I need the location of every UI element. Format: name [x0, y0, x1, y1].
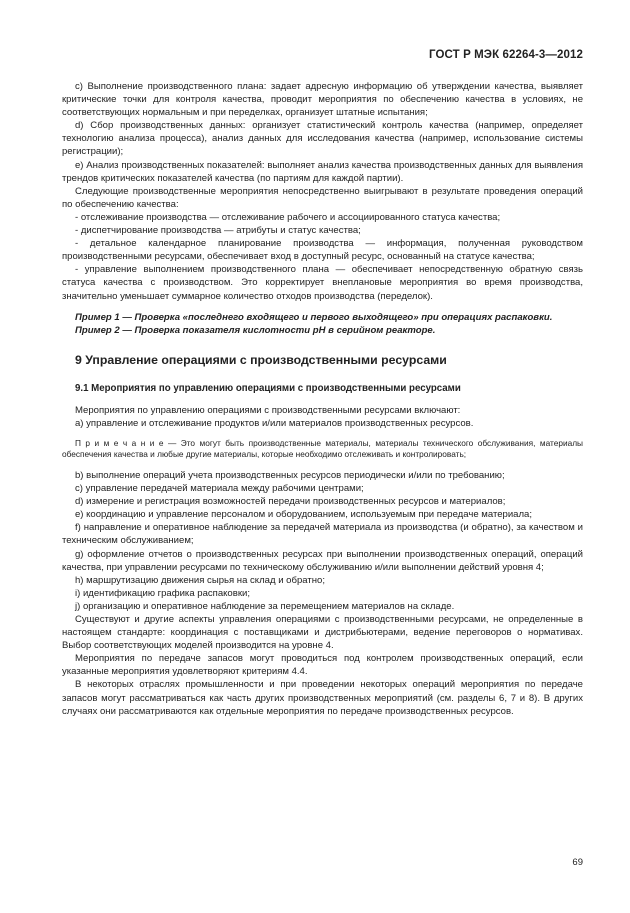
document-header: ГОСТ Р МЭК 62264-3—2012 — [429, 49, 583, 61]
content — [62, 80, 583, 718]
note — [62, 438, 583, 461]
paragraph: Мероприятия по управлению операциями с производственными ресурсами включают: — [75, 404, 461, 416]
list-item: - управление выполнением производственного плана — обеспечивает непосредственную обратную связь статуса качества с производством. Это корректирует внеплановые мероприятия во время производства, значительно уменьшает суммарное количество отходов производства (переделок). — [62, 264, 583, 302]
section-title: 9 Управление операциями с производственными ресурсами — [75, 352, 447, 367]
list-item: d) измерение и регистрация возможностей передачи производственных ресурсов и материалов; — [75, 496, 506, 508]
page-number: 69 — [572, 857, 583, 868]
list-item: h) маршрутизацию движения сырья на склад и обратно; — [75, 574, 325, 586]
list-item: a) управление и отслеживание продуктов и/или материалов производственных ресурсов. — [75, 417, 474, 429]
paragraph: Существуют и другие аспекты управления операциями с производственными ресурсами, не определенные в настоящем стандарте: координация с поставщиками и дистрибьютерами, ведение переговоров о нормативах. Выбор соответствующих моделей производится на уровне 4. — [62, 614, 583, 652]
paragraph: Следующие производственные мероприятия непосредственно выигрывают в результате проведения операций по обеспечению качества: — [62, 185, 583, 210]
note-label: П р и м е ч а н и е — [75, 437, 164, 448]
list-item: f) направление и оперативное наблюдение за передачей материала из производства (и обратно), за качеством и техническим обслуживанием; — [62, 522, 583, 547]
list-item: - детальное календарное планирование производства — информация, полученная руководством производственными ресурсами, обеспечивает вход в доступный ресурс, основанный на статусе качества; — [62, 238, 583, 263]
list-item: g) оформление отчетов о производственных ресурсах при выполнении производственных операций, операций качества, при управлении ресурсами по техническому обслуживанию и/или выполнении действий уровня 4; — [62, 548, 583, 573]
list-item: - отслеживание производства — отслеживание рабочего и ассоциированного статуса качества; — [75, 211, 501, 223]
example-2: Пример 2 — Проверка показателя кислотности pH в серийном реакторе. — [75, 324, 436, 336]
paragraph: Мероприятия по передаче запасов могут проводиться под контролем производственных операций, если указанные мероприятия удовлетворяют критериям 4.4. — [62, 653, 583, 678]
list-item: b) выполнение операций учета производственных ресурсов периодически и/или по требованию; — [75, 469, 505, 481]
list-item: - диспетчирование производства — атрибуты и статус качества; — [75, 225, 361, 237]
paragraph: В некоторых отраслях промышленности и при проведении некоторых операций мероприятия по передаче запасов могут рассматриваться как часть других производственных мероприятий (см. разделы 6, 7 и 8). В других случаях они рассматриваются как отдельные мероприятия по передаче производственных ресурсов. — [62, 679, 583, 717]
paragraph: d) Сбор производственных данных: организует статистический контроль качества (например, определяет технологию анализа процесса), анализ данных для исследования качества (например, использование системы регистрации); — [62, 120, 583, 158]
example-1: Пример 1 — Проверка «последнего входящего и первого выходящего» при операциях распаковки. — [75, 311, 553, 323]
list-item: e) координацию и управление персоналом и оборудованием, используемым при передаче материала; — [75, 509, 533, 521]
paragraph: c) Выполнение производственного плана: задает адресную информацию об утверждении качества, выявляет критические точки для контроля качества, проводит мероприятия по обеспечению качества в условиях, не соответствующих нормальным и при переделках, организует штатные испытания; — [62, 81, 583, 119]
list-item: j) организацию и оперативное наблюдение за перемещением материалов на складе. — [75, 600, 455, 612]
paragraph: e) Анализ производственных показателей: выполняет анализ качества производственных данных для выявления трендов критических показателей качества (по партиям для каждой партии). — [62, 159, 583, 184]
note-text: — Это могут быть производственные материалы, материалы технического обслуживания, материалы обеспечения качества и любые другие материалы, которые необходимо отслеживать и контролировать; — [62, 437, 583, 460]
subsection-title: 9.1 Мероприятия по управлению операциями с производственными ресурсами — [75, 382, 461, 394]
list-item: i) идентификацию графика распаковки; — [75, 587, 250, 599]
list-item: c) управление передачей материала между рабочими центрами; — [75, 483, 364, 495]
